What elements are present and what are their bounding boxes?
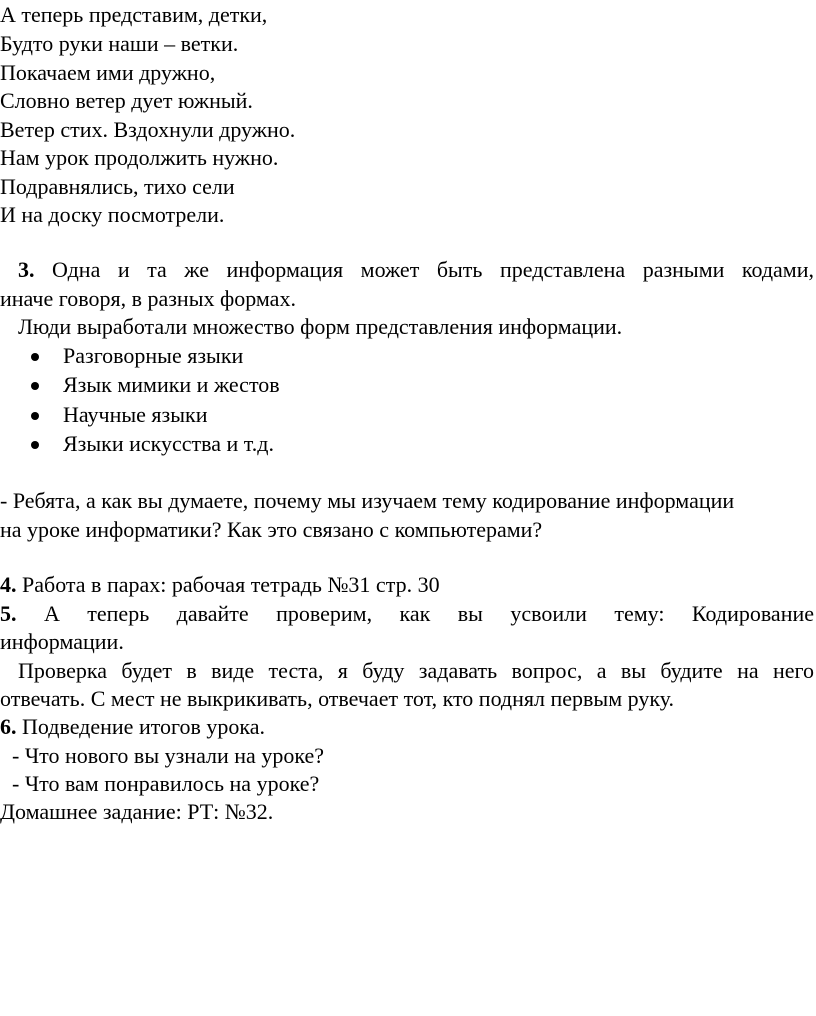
- homework-line: Домашнее задание: РТ: №32.: [0, 799, 274, 824]
- bullet-icon: [31, 412, 39, 420]
- section-4-line: [0, 572, 440, 598]
- section-5-paragraph-line-1: Проверка будет в виде теста, я буду задавать вопрос, а вы будите на него: [18, 658, 814, 683]
- poem-line: Покачаем ими дружно,: [0, 60, 216, 85]
- poem-line: Будто руки наши – ветки.: [0, 31, 239, 56]
- section-5-line-1: [0, 601, 814, 627]
- bullet-icon: [31, 353, 39, 361]
- section-5-line-2: информации.: [0, 629, 124, 654]
- bullet-text: Научные языки: [63, 402, 208, 427]
- section-3-line-2: иначе говоря, в разных формах.: [0, 286, 296, 311]
- bullet-text: Языки искусства и т.д.: [63, 431, 274, 456]
- section-6-line: [0, 714, 265, 740]
- section-5-text: А теперь давайте проверим, как вы усвоили тему: Кодирование: [43, 601, 815, 626]
- section-6-text: Подведение итогов урока.: [22, 714, 266, 739]
- bullet-icon: [31, 441, 39, 449]
- bullet-text: Разговорные языки: [63, 343, 244, 368]
- poem-line: Нам урок продолжить нужно.: [0, 145, 279, 170]
- summary-question: - Что вам понравилось на уроке?: [12, 771, 320, 796]
- section-3-number: 3.: [18, 257, 35, 282]
- poem-line: Словно ветер дует южный.: [0, 88, 253, 113]
- poem-line: Ветер стих. Вздохнули дружно.: [0, 117, 296, 142]
- section-4-text: Работа в парах: рабочая тетрадь №31 стр. 30: [22, 572, 440, 597]
- section-3-line-1: [0, 257, 814, 283]
- poem-line: А теперь представим, детки,: [0, 2, 268, 27]
- section-5-number: 5.: [0, 601, 17, 626]
- section-5-paragraph-line-2: отвечать. С мест не выкрикивать, отвечает тот, кто поднял первым руку.: [0, 686, 675, 711]
- question-line-2: на уроке информатики? Как это связано с компьютерами?: [0, 517, 543, 542]
- section-6-number: 6.: [0, 714, 17, 739]
- question-line-1: - Ребята, а как вы думаете, почему мы изучаем тему кодирование информации: [0, 488, 735, 513]
- section-3-intro: Люди выработали множество форм представления информации.: [18, 314, 623, 339]
- poem-line: И на доску посмотрели.: [0, 202, 225, 227]
- section-3-text: Одна и та же информация может быть представлена разными кодами,: [52, 257, 814, 282]
- bullet-text: Язык мимики и жестов: [63, 372, 280, 397]
- section-4-number: 4.: [0, 572, 17, 597]
- bullet-icon: [31, 382, 39, 390]
- poem-line: Подравнялись, тихо сели: [0, 174, 235, 199]
- summary-question: - Что нового вы узнали на уроке?: [12, 743, 324, 768]
